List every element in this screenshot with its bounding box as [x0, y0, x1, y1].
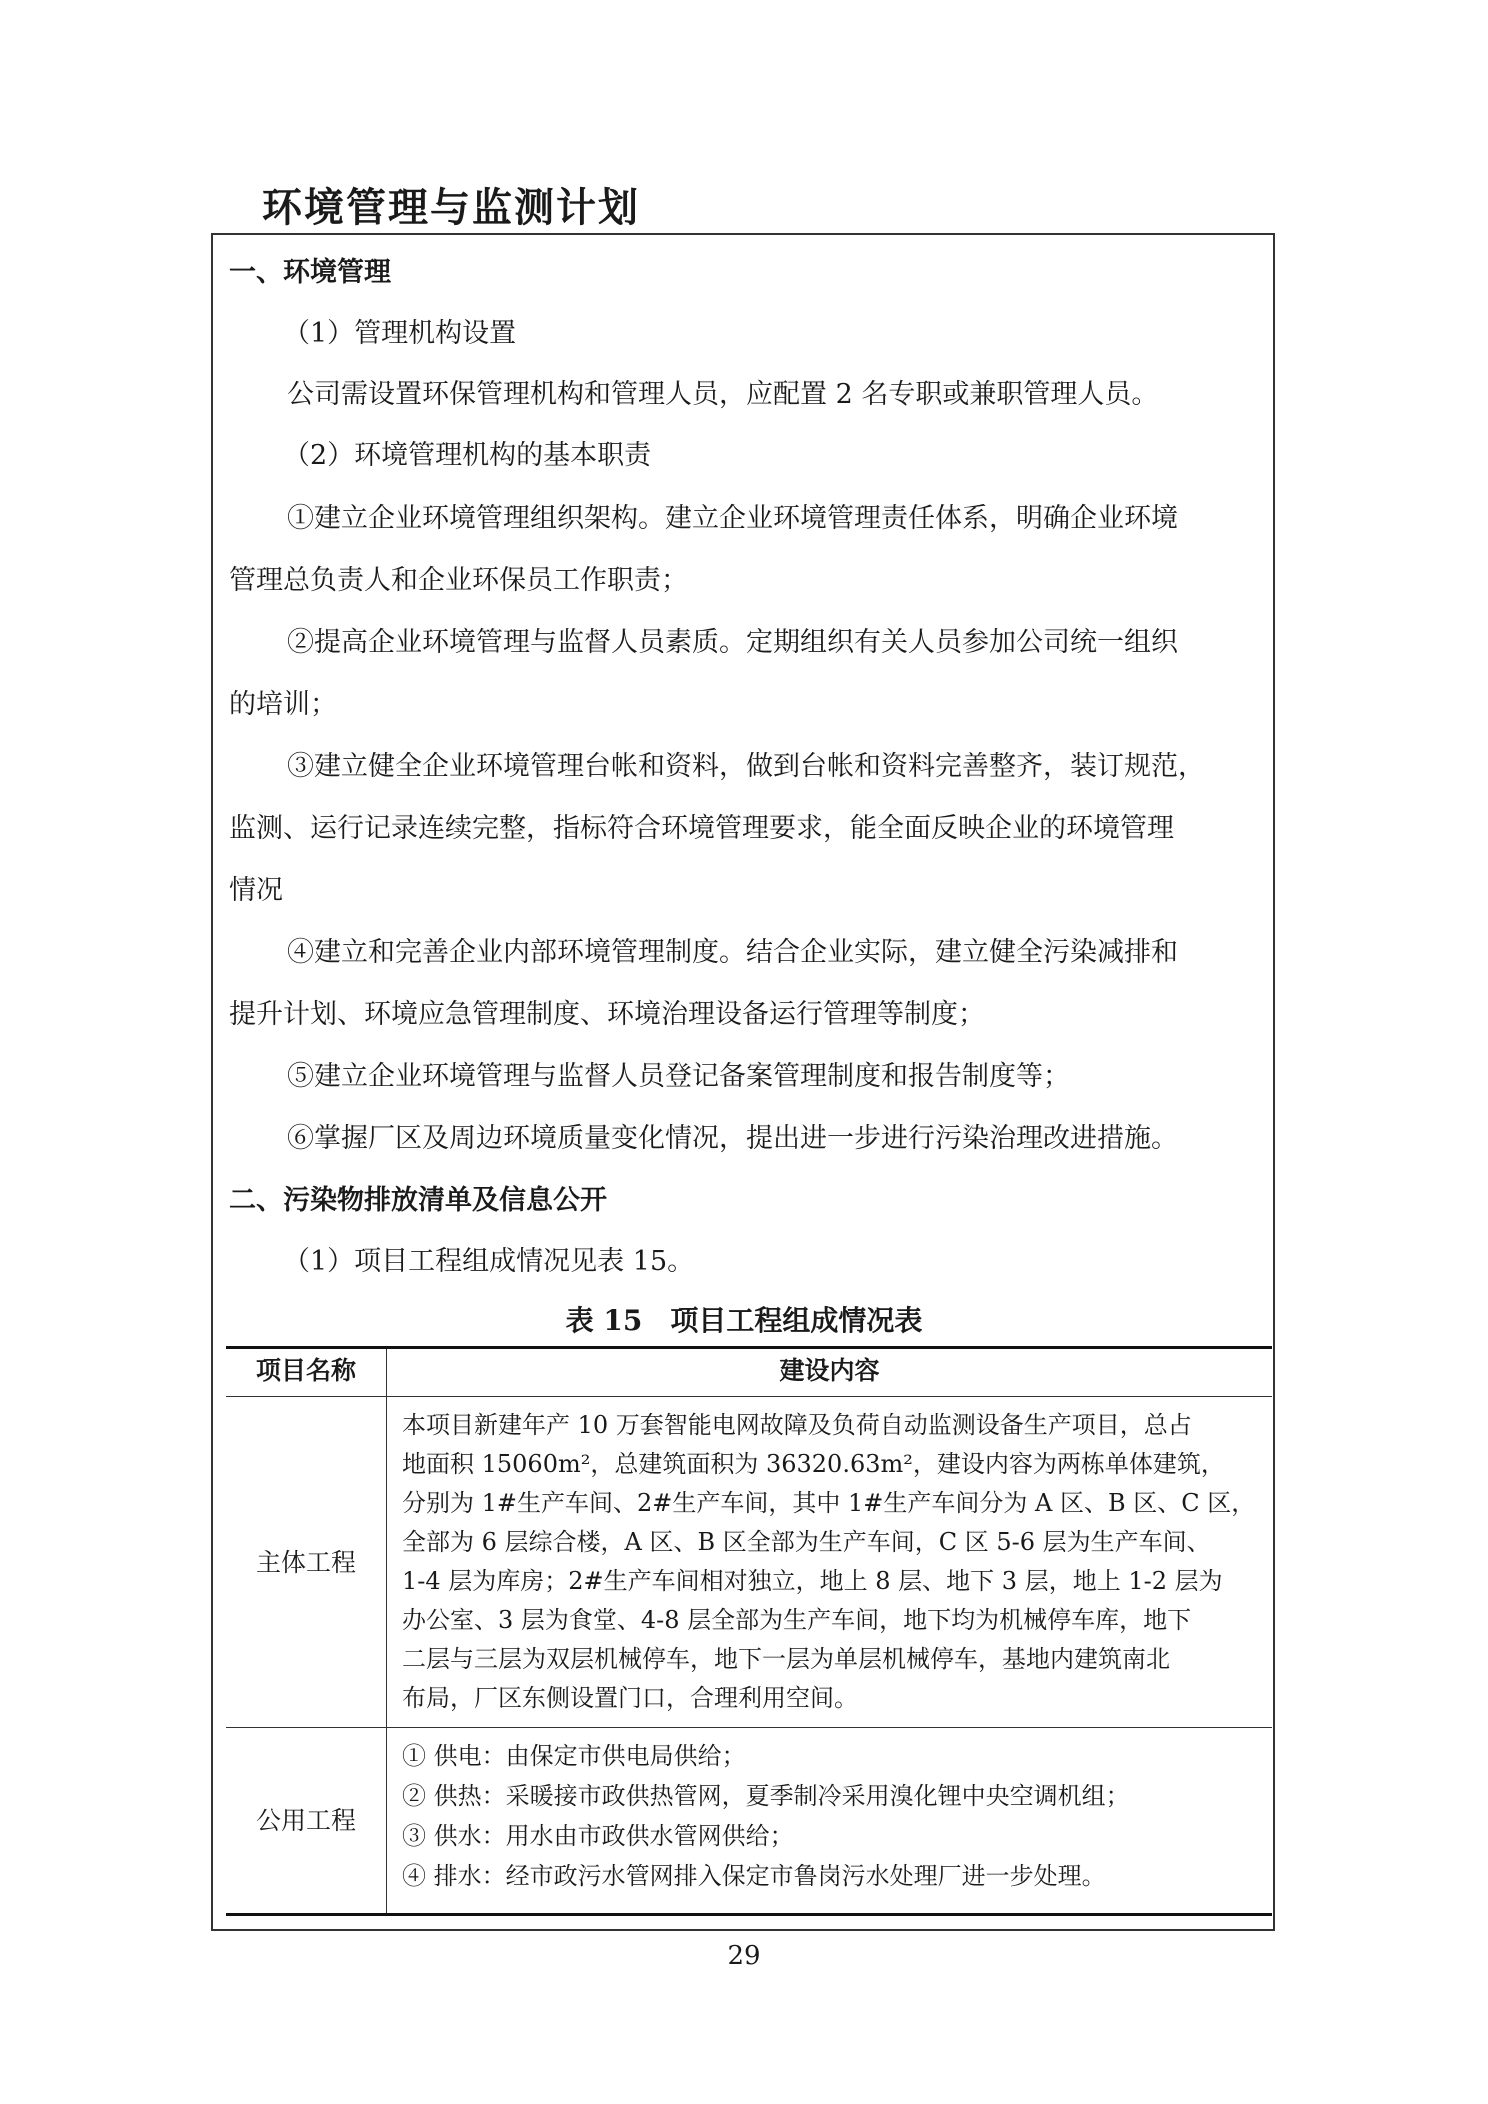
- page-number: 29: [727, 1941, 761, 1971]
- duty-item-line: 的培训；: [229, 689, 337, 720]
- duty-item-line: ③建立健全企业环境管理台帐和资料，做到台帐和资料完善整齐，装订规范，: [287, 751, 1205, 782]
- table-caption: 表 15 项目工程组成情况表: [565, 1304, 923, 1337]
- table-cell-line: 分别为 1#生产车间、2#生产车间，其中 1#生产车间分为 A 区、B 区、C 区，: [402, 1489, 1256, 1517]
- table-row-name: 公用工程: [255, 1806, 356, 1835]
- section-heading: 二、污染物排放清单及信息公开: [229, 1185, 607, 1216]
- table-cell-line: ② 供热：采暖接市政供热管网，夏季制冷采用溴化锂中央空调机组；: [402, 1782, 1130, 1810]
- table-top-rule: [226, 1346, 1272, 1349]
- duty-item-line: 监测、运行记录连续完整，指标符合环境管理要求，能全面反映企业的环境管理: [229, 813, 1174, 844]
- paragraph: 公司需设置环保管理机构和管理人员，应配置 2 名专职或兼职管理人员。: [287, 379, 1159, 410]
- table-header-cell: 项目名称: [255, 1356, 356, 1385]
- row-rule: [226, 1727, 1272, 1728]
- table-cell-line: 办公室、3 层为食堂、4-8 层全部为生产车间，地下均为机械停车库，地下: [402, 1606, 1192, 1634]
- page-title: 环境管理与监测计划: [262, 184, 640, 231]
- table-cell-line: 布局，厂区东侧设置门口，合理利用空间。: [402, 1684, 858, 1712]
- table-cell-line: 1-4 层为库房；2#生产车间相对独立，地上 8 层、地下 3 层，地上 1-2 层为: [402, 1567, 1223, 1595]
- project-composition-table: [226, 1346, 1272, 1916]
- duty-item-line: ⑥掌握厂区及周边环境质量变化情况，提出进一步进行污染治理改进措施。: [287, 1123, 1178, 1154]
- table-bottom-rule: [226, 1913, 1272, 1916]
- duty-item-line: ①建立企业环境管理组织架构。建立企业环境管理责任体系，明确企业环境: [287, 503, 1178, 534]
- table-cell-line: 本项目新建年产 10 万套智能电网故障及负荷自动监测设备生产项目，总占: [402, 1411, 1192, 1439]
- table-header-cell: 建设内容: [779, 1356, 880, 1385]
- duty-item-line: 管理总负责人和企业环保员工作职责；: [229, 565, 688, 596]
- column-divider: [386, 1349, 387, 1913]
- duty-item-line: ④建立和完善企业内部环境管理制度。结合企业实际，建立健全污染减排和: [287, 937, 1178, 968]
- duty-item-line: 情况: [229, 875, 283, 906]
- table-cell-line: ③ 供水：用水由市政供水管网供给；: [402, 1822, 794, 1850]
- table-cell-line: 二层与三层为双层机械停车，地下一层为单层机械停车，基地内建筑南北: [402, 1645, 1170, 1673]
- table-cell-line: 全部为 6 层综合楼，A 区、B 区全部为生产车间，C 区 5-6 层为生产车间、: [402, 1528, 1211, 1556]
- header-rule: [226, 1396, 1272, 1397]
- table-cell-line: ④ 排水：经市政污水管网排入保定市鲁岗污水处理厂进一步处理。: [402, 1862, 1106, 1890]
- section-heading: 一、环境管理: [229, 257, 391, 288]
- subheading: （2）环境管理机构的基本职责: [283, 440, 652, 471]
- subheading: （1）项目工程组成情况见表 15。: [283, 1246, 695, 1277]
- table-cell-line: 地面积 15060m²，总建筑面积为 36320.63m²，建设内容为两栋单体建筑，: [402, 1450, 1225, 1478]
- table-row-name: 主体工程: [255, 1548, 356, 1577]
- duty-item-line: ⑤建立企业环境管理与监督人员登记备案管理制度和报告制度等；: [287, 1061, 1070, 1092]
- duty-item-line: 提升计划、环境应急管理制度、环境治理设备运行管理等制度；: [229, 999, 985, 1030]
- table-cell-line: ① 供电：由保定市供电局供给；: [402, 1742, 746, 1770]
- subheading: （1）管理机构设置: [283, 318, 517, 349]
- duty-item-line: ②提高企业环境管理与监督人员素质。定期组织有关人员参加公司统一组织: [287, 627, 1178, 658]
